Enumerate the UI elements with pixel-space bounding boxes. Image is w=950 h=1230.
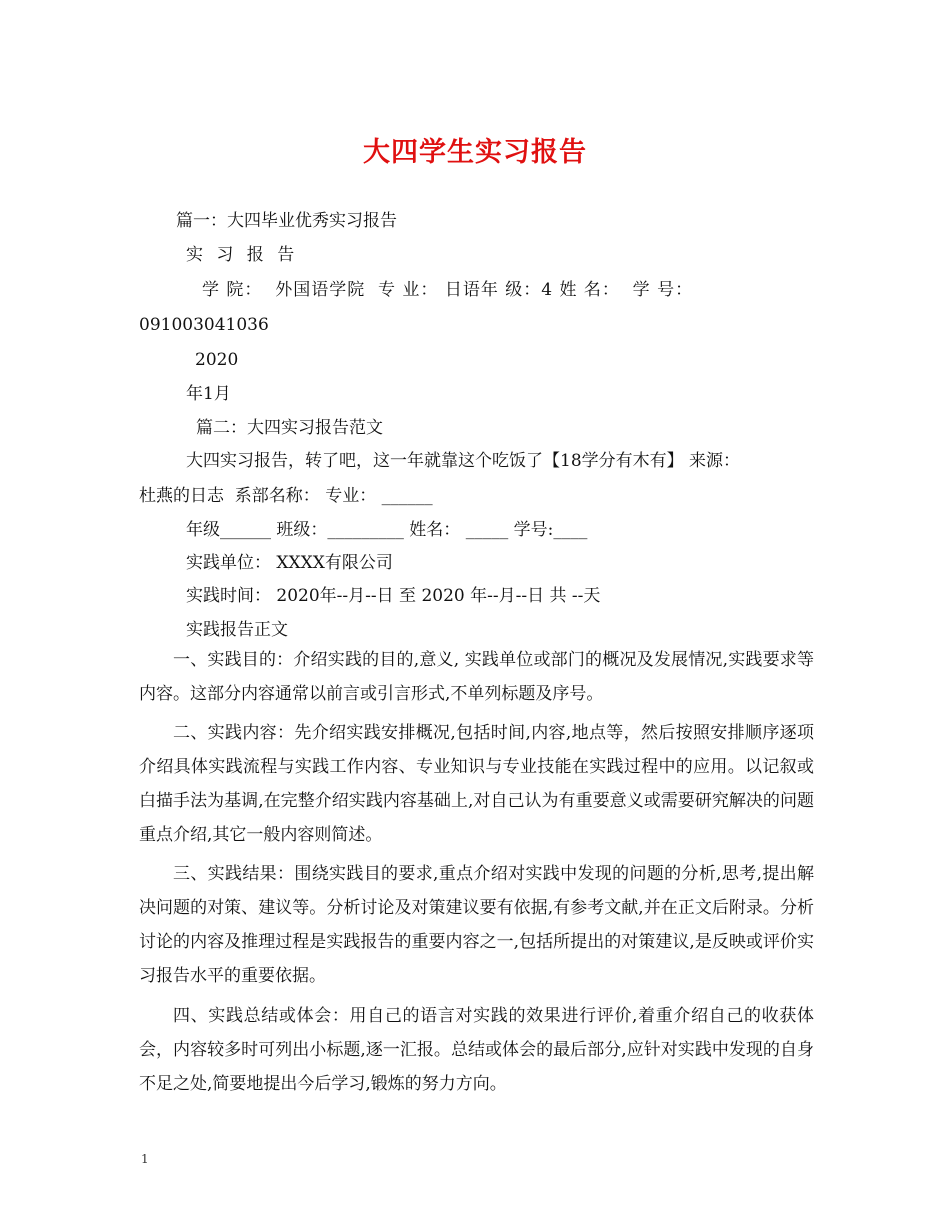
time-line: 实践时间： 2020年--月--日 至 2020 年--月--日 共 --天 <box>186 586 601 606</box>
unit-line: 实践单位： XXXX有限公司 <box>186 553 393 573</box>
section-1-paragraph: 一、实践目的：介绍实践的目的,意义, 实践单位或部门的概况及发展情况,实践要求等内容。这部分内容通常以前言或引言形式,不单列标题及序号。 <box>139 650 814 704</box>
info-line: 学 院： 外国语学院 专 业： 日语年 级：4 姓 名： 学 号： <box>202 280 694 300</box>
year-text: 2020 <box>195 350 239 370</box>
section-2-paragraph: 二、实践内容：先介绍实践安排概况,包括时间,内容,地点等，然后按照安排顺序逐项介绍具体实践流程与实践工作内容、专业知识与专业技能在实践过程中的应用。以记叙或白描手法为基调,在完整介绍实践内容基础上,对自己认为有重要意义或需要研究解决的问题重点介绍,其它一般内容则简述。 <box>139 723 814 845</box>
part2-heading: 篇二：大四实习报告范文 <box>196 418 383 438</box>
document-title: 大四学生实习报告 <box>363 137 587 168</box>
section-4-paragraph: 四、实践总结或体会：用自己的语言对实践的效果进行评价,着重介绍自己的收获体会，内容较多时可列出小标题,逐一汇报。总结或体会的最后部分,应针对实践中发现的自身不足之处,简要地提出今后学习,锻炼的努力方向。 <box>139 1006 814 1094</box>
section-3-paragraph: 三、实践结果：围绕实践目的要求,重点介绍对实践中发现的问题的分析,思考,提出解决问题的对策、建议等。分析讨论及对策建议要有依据,有参考文献,并在正文后附录。分析讨论的内容及推理过程是实践报告的重要内容之一,包括所提出的对策建议,是反映或评价实习报告水平的重要依据。 <box>139 864 814 986</box>
part1-heading: 篇一：大四毕业优秀实习报告 <box>176 211 397 231</box>
intro-line-1: 大四实习报告，转了吧，这一年就靠这个吃饭了【18学分有木有】 来源： <box>186 451 741 471</box>
page-number: 1 <box>141 1152 149 1166</box>
body-heading: 实践报告正文 <box>186 620 288 640</box>
month-text: 年1月 <box>186 384 231 404</box>
intro-line-2: 杜燕的日志 系部名称： 专业： ______ <box>139 486 433 506</box>
student-id: 091003041036 <box>139 315 269 335</box>
report-label: 实 习 报 告 <box>186 245 299 265</box>
fields-line: 年级______ 班级：_________ 姓名： _____ 学号:____ <box>186 520 588 540</box>
